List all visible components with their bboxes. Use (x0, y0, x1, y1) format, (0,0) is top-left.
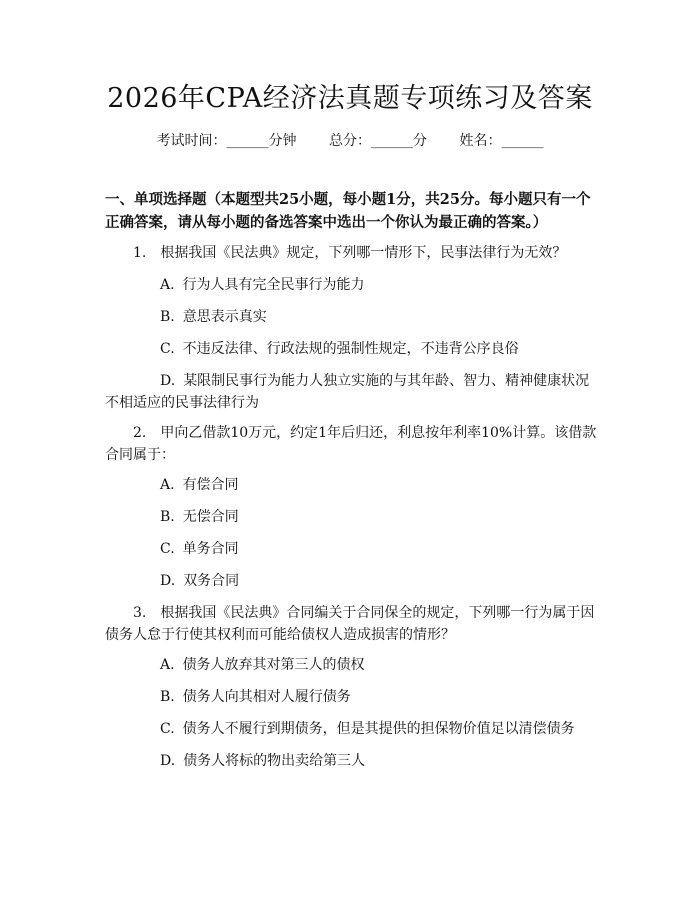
option-text: 无偿合同 (182, 509, 239, 525)
question-number: 1. (133, 245, 147, 261)
option-letter: A. (160, 477, 175, 493)
option-text: 意思表示真实 (182, 309, 267, 325)
exam-time-label: 考试时间：______分钟 (156, 133, 297, 149)
option-letter: D. (160, 573, 176, 589)
option-letter: C. (160, 721, 175, 737)
question-3-option-c (105, 718, 600, 740)
question-1-option-a (105, 274, 600, 296)
option-letter: B. (160, 689, 175, 705)
question-1-option-c (105, 338, 600, 360)
section-heading: 一、单项选择题（本题型共25小题，每小题1分，共25分。每小题只有一个正确答案，请从每小题的备选答案中选出一个你认为最正确的答案。） (105, 191, 591, 231)
option-text: 债务人向其相对人履行债务 (182, 689, 351, 705)
option-text: 某限制民事行为能力人独立实施的与其年龄、智力、精神健康状况不相适应的民事法律行为 (105, 373, 590, 411)
question-2-option-a (105, 474, 600, 496)
question-number: 2. (133, 425, 147, 441)
question-3-option-a (105, 654, 600, 676)
option-text: 债务人不履行到期债务，但是其提供的担保物价值足以清偿债务 (182, 721, 575, 737)
question-text: 根据我国《民法典》合同编关于合同保全的规定，下列哪一行为属于因债务人怠于行使其权利而可能给债权人造成损害的情形？ (105, 605, 595, 643)
option-letter: A. (160, 657, 175, 673)
option-text: 单务合同 (182, 541, 239, 557)
option-letter: B. (160, 509, 175, 525)
option-letter: C. (160, 541, 175, 557)
question-1-option-d (105, 370, 600, 414)
exam-meta (0, 130, 700, 152)
question-3-option-b (105, 686, 600, 708)
option-text: 不违反法律、行政法规的强制性规定，不违背公序良俗 (182, 341, 519, 357)
question-3 (105, 602, 600, 646)
option-letter: A. (160, 277, 175, 293)
question-2-option-c (105, 538, 600, 560)
option-letter: D. (160, 753, 176, 769)
question-3-option-d (105, 750, 600, 772)
question-text: 甲向乙借款10万元，约定1年后归还，利息按年利率10%计算。该借款合同属于： (105, 425, 597, 463)
question-text: 根据我国《民法典》规定，下列哪一情形下，民事法律行为无效？ (160, 245, 567, 261)
total-score-label: 总分：______分 (329, 133, 427, 149)
question-2 (105, 422, 600, 466)
option-text: 债务人放弃其对第三人的债权 (182, 657, 365, 673)
option-letter: C. (160, 341, 175, 357)
option-text: 行为人具有完全民事行为能力 (182, 277, 365, 293)
option-letter: B. (160, 309, 175, 325)
page-title: 2026年CPA经济法真题专项练习及答案 (107, 83, 593, 114)
question-2-option-b (105, 506, 600, 528)
question-2-option-d (105, 570, 600, 592)
question-1-option-b (105, 306, 600, 328)
option-text: 债务人将标的物出卖给第三人 (183, 753, 366, 769)
option-letter: D. (160, 373, 176, 389)
student-name-label: 姓名：______ (459, 133, 544, 149)
question-number: 3. (133, 605, 147, 621)
option-text: 双务合同 (183, 573, 240, 589)
option-text: 有偿合同 (182, 477, 239, 493)
question-1 (105, 242, 600, 264)
